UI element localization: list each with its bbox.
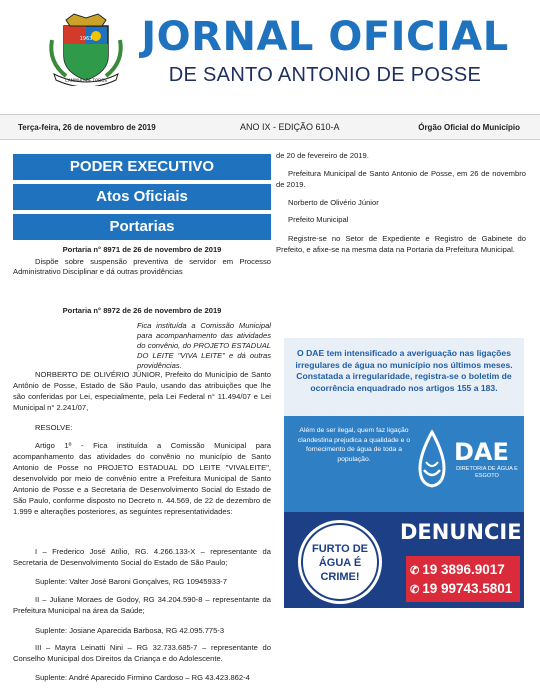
- report-call-to-action: DENUNCIE: [400, 520, 522, 544]
- portaria-8972-preamble: NORBERTO DE OLIVÉRIO JÚNIOR, Prefeito do Município de Santo Antônio de Posse, Estado de São Paulo, usando das atribuições que lhe são conferidas por Lei, especialmente, pela Lei Federal n° 11.494/07 e Lei Municipal n° 2.241/07,: [13, 370, 271, 412]
- crest-year: 1963: [79, 36, 93, 42]
- phone-line-1[interactable]: [410, 562, 505, 577]
- newspaper-title: JORNAL OFICIAL: [141, 14, 509, 60]
- section-banner-executive: PODER EXECUTIVO: [13, 154, 271, 180]
- phone-icon: ✆: [410, 565, 420, 577]
- ad-body-text: Além de ser ilegal, quem faz ligação clandestina prejudica a qualidade e o fornecimento de água de toda a população.: [297, 427, 411, 463]
- signature-name: Norberto de Olivério Júnior: [288, 198, 379, 207]
- ad-info-box: [284, 416, 524, 512]
- crest-motto: CAMINHO DE TODOS: [65, 78, 107, 83]
- issue-date: Terça-feira, 26 de novembro de 2019: [18, 123, 156, 132]
- ad-headline: O DAE tem intensificado a averiguação nas ligações irregulares de água no município nos últimos meses. Constatada a irregularidade, registra-se o boletim de ocorrência enquadrado nos artigos 155 a 183.: [295, 348, 513, 393]
- crime-stamp-text: FURTO DE ÁGUA É CRIME!: [311, 543, 369, 583]
- signature-role: Prefeito Municipal: [288, 215, 349, 224]
- right-paragraph: Prefeitura Municipal de Santo Antonio de Posse, em 26 de novembro de 2019.: [276, 169, 526, 189]
- portaria-8972-ementa: Fica instituída a Comissão Municipal para acompanhamento das atividades do convênio, do PROJETO ESTADUAL DO LEITE "VIVA LEITE" e dá outras providências.: [137, 321, 271, 370]
- phone-box: [406, 556, 520, 602]
- portaria-8972-article-1: Artigo 1º - Fica instituída a Comissão Municipal para acompanhamento das atividades do convênio no município de Santo Antonio de Posse no PROJETO ESTADUAL DO LEITE "VIVALEITE", desenvolvido por meio de convênio entre a Prefeitura Municipal de Santo Antonio de Posse e a Secretaria de Desenvolvimento Social do Estado de São Paulo, conforme disposto no Decreto n. 44.569, de 22 de dezembro de 1.999 e alterações posteriores, as seguintes representatividades:: [13, 441, 271, 516]
- ad-headline-box: [284, 338, 524, 416]
- list-item: Suplente: André Aparecido Firmino Cardoso – RG 43.423.862-4: [35, 673, 250, 682]
- masthead: [0, 0, 540, 108]
- portaria-8972-resolve: RESOLVE:: [35, 423, 73, 432]
- list-item: Suplente: Valter José Baroni Gonçalves, RG 10945933-7: [35, 577, 227, 586]
- list-item: III – Mayra Leinatti Nini – RG 32.733.685-7 – representante do Conselho Municipal dos Direitos da Criança e do Adolescente.: [13, 643, 271, 663]
- section-banner-ordinances: Portarias: [13, 214, 271, 240]
- phone-number-1: 19 3896.9017: [422, 562, 505, 577]
- issue-organ: Órgão Oficial do Município: [418, 123, 520, 132]
- dae-logo-subtitle: DIRETORIA DE ÁGUA E ESGOTO: [456, 466, 518, 479]
- ad-report-box: [284, 512, 524, 608]
- issue-edition: ANO IX - EDIÇÃO 610-A: [240, 122, 340, 132]
- list-item: Suplente: Josiane Aparecida Barbosa, RG 42.095.775-3: [35, 626, 225, 635]
- city-crest-icon: [44, 10, 128, 86]
- phone-icon: ✆: [410, 584, 420, 596]
- dae-logo-name: DAE: [454, 438, 509, 466]
- list-item: II – Juliane Moraes de Godoy, RG 34.204.590-8 – representante da Prefeitura Municipal na área da Saúde;: [13, 595, 271, 615]
- right-paragraph: de 20 de fevereiro de 2019.: [276, 151, 369, 160]
- water-drop-icon: [414, 430, 450, 490]
- edition-infobar: [0, 114, 540, 140]
- dae-advertisement: [284, 338, 524, 608]
- portaria-8971-summary: Dispõe sobre suspensão preventiva de servidor em Processo Administrativo Disciplinar e dá outras providências: [13, 257, 271, 276]
- registration-note: Registre-se no Setor de Expediente e Registro de Gabinete do Prefeito, e afixe-se na mesma data na Portaria da Prefeitura Municipal.: [276, 234, 526, 254]
- newspaper-subtitle: DE SANTO ANTONIO DE POSSE: [168, 64, 482, 86]
- portaria-8972-title: Portaria n° 8972 de 26 de novembro de 2019: [62, 306, 222, 315]
- section-banner-acts: Atos Oficiais: [13, 184, 271, 210]
- portaria-8971-title: Portaria n° 8971 de 26 de novembro de 2019: [62, 245, 222, 254]
- phone-number-2: 19 99743.5801: [422, 581, 513, 596]
- list-item: I – Frederico José Atílio, RG. 4.266.133-X – representante da Secretaria de Desenvolvimento Social do Estado de São Paulo;: [13, 547, 271, 567]
- phone-line-2[interactable]: [410, 581, 512, 596]
